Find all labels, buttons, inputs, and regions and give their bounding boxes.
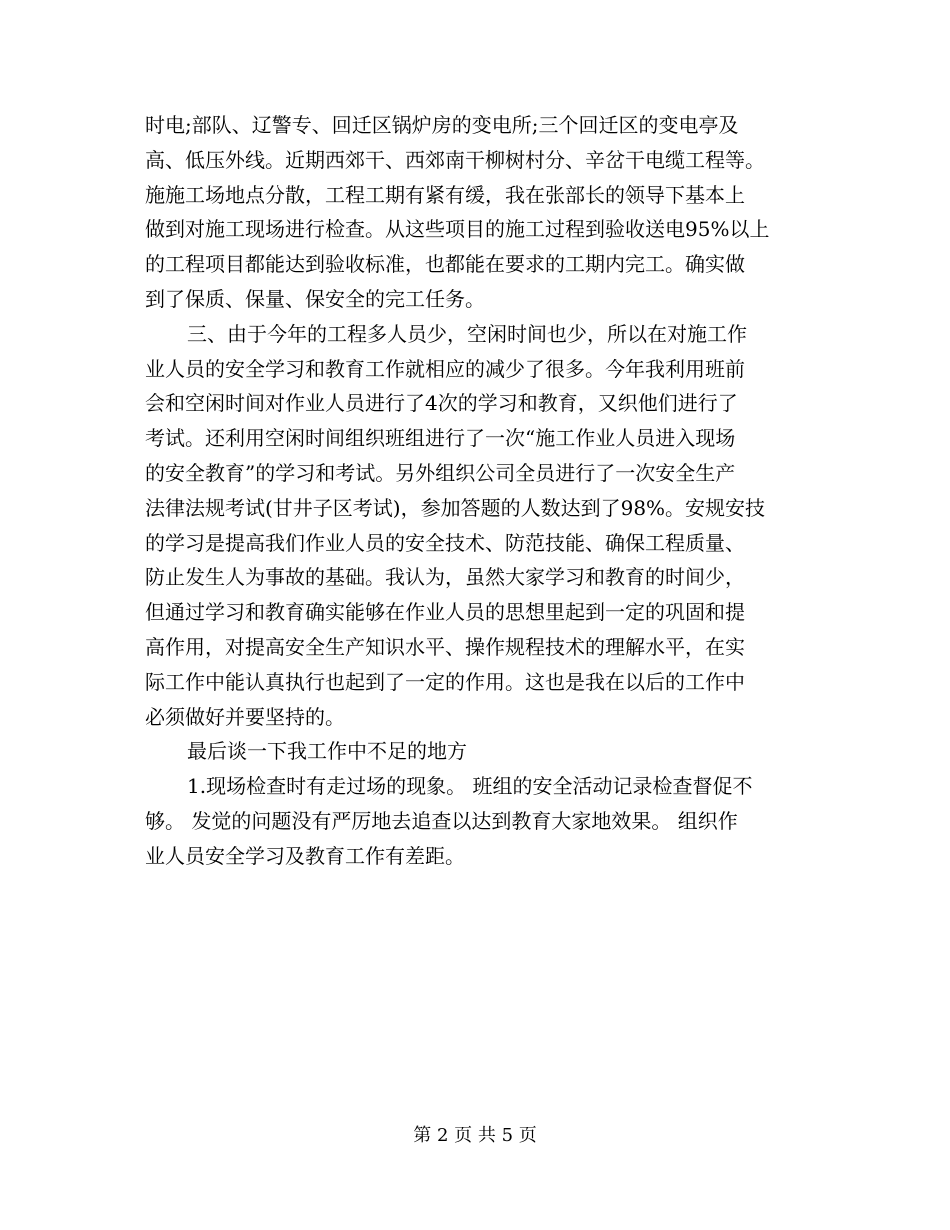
text-line: 到了保质、保量、保安全的完工任务。 — [145, 286, 485, 311]
text-line: 施施工场地点分散，工程工期有紧有缓，我在张部长的领导下基本上 — [145, 182, 745, 207]
page-number-footer: 第 2 页 共 5 页 — [413, 1125, 537, 1146]
text-line: 必须做好并要坚持的。 — [145, 704, 345, 729]
text-line: 高作用，对提高安全生产知识水平、操作规程技术的理解水平，在实 — [145, 634, 745, 659]
text-line: 际工作中能认真执行也起到了一定的作用。这也是我在以后的工作中 — [145, 669, 745, 694]
text-line: 考试。还利用空闲时间组织班组进行了一次“施工作业人员进入现场 — [145, 426, 736, 451]
paragraph-start-line: 三、由于今年的工程多人员少，空闲时间也少，所以在对施工作 — [187, 321, 747, 346]
text-line: 的学习是提高我们作业人员的安全技术、防范技能、确保工程质量、 — [145, 530, 745, 555]
text-line: 够。 发觉的问题没有严厉地去追查以达到教育大家地效果。 组织作 — [145, 808, 738, 833]
text-line: 做到对施工现场进行检查。从这些项目的施工过程到验收送电95%以上 — [145, 217, 770, 242]
text-line: 的安全教育”的学习和考试。另外组织公司全员进行了一次安全生产 — [145, 460, 736, 485]
text-line: 业人员的安全学习和教育工作就相应的减少了很多。今年我利用班前 — [145, 356, 745, 381]
text-line: 高、低压外线。近期西郊干、西郊南干柳树村分、辛岔干电缆工程等。 — [145, 147, 765, 172]
paragraph-start-line: 最后谈一下我工作中不足的地方 — [187, 739, 467, 764]
text-line: 法律法规考试(甘井子区考试)，参加答题的人数达到了98%。安规安技 — [145, 495, 766, 520]
document-body — [145, 108, 810, 874]
text-line: 业人员安全学习及教育工作有差距。 — [145, 843, 465, 868]
text-line: 防止发生人为事故的基础。我认为，虽然大家学习和教育的时间少， — [145, 565, 745, 590]
text-line: 但通过学习和教育确实能够在作业人员的思想里起到一定的巩固和提 — [145, 600, 745, 625]
text-line: 时电;部队、辽警专、回迁区锅炉房的变电所;三个回迁区的变电亭及 — [145, 113, 739, 137]
text-line: 的工程项目都能达到验收标准，也都能在要求的工期内完工。确实做 — [145, 252, 745, 277]
list-item-line: 1.现场检查时有走过场的现象。 班组的安全活动记录检查督促不 — [187, 774, 753, 799]
text-line: 会和空闲时间对作业人员进行了4次的学习和教育，又织他们进行了 — [145, 391, 738, 416]
